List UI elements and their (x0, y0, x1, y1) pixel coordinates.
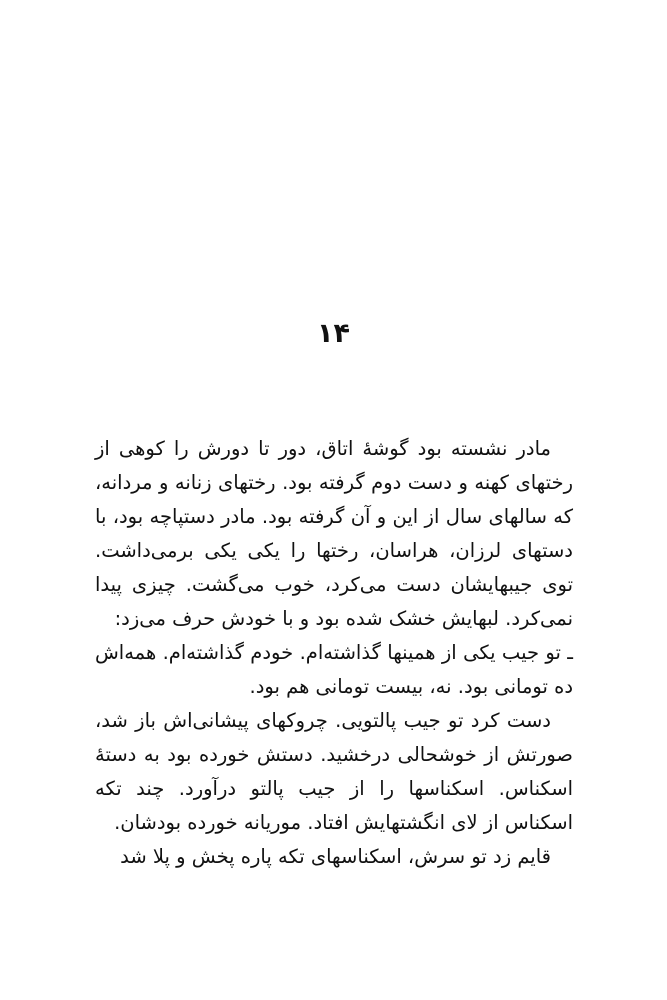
paragraph-2-dialogue: ـ تو جیب یکی از همینها گذاشته‌ام. خودم گذاشته‌ام. همه‌اش ده تومانی بود. نه، بیست تومانی هم بود. (95, 641, 573, 698)
paragraph-1: مادر نشسته بود گوشهٔ اتاق، دور تا دورش را کوهی از رختهای کهنه و دست دوم گرفته بود. رختهای زنانه و مردانه، که سالهای سال از این و آن گرفته بود. مادر دستپاچه بود، با دستهای لرزان، هراسان، رختها را یکی یکی برمی‌داشت. توی جیبهایشان دست می‌کرد، خوب می‌گشت. چیزی پیدا نمی‌کرد. لبهایش خشک شده بود و با خودش حرف می‌زد: (95, 437, 573, 630)
chapter-body (95, 432, 573, 874)
paragraph-3: دست کرد تو جیب پالتویی. چروکهای پیشانی‌اش باز شد، صورتش از خوشحالی درخشید. دستش خورده بود به دستهٔ اسکناس. اسکناسها را از جیب پالتو درآورد. چند تکه اسکناس از لای انگشتهایش افتاد. موریانه خورده بودشان. (95, 709, 573, 834)
paragraph-4: قایم زد تو سرش، اسکناسهای تکه پاره پخش و پلا شد (120, 845, 551, 868)
chapter-number: ۱۴ (317, 318, 350, 349)
